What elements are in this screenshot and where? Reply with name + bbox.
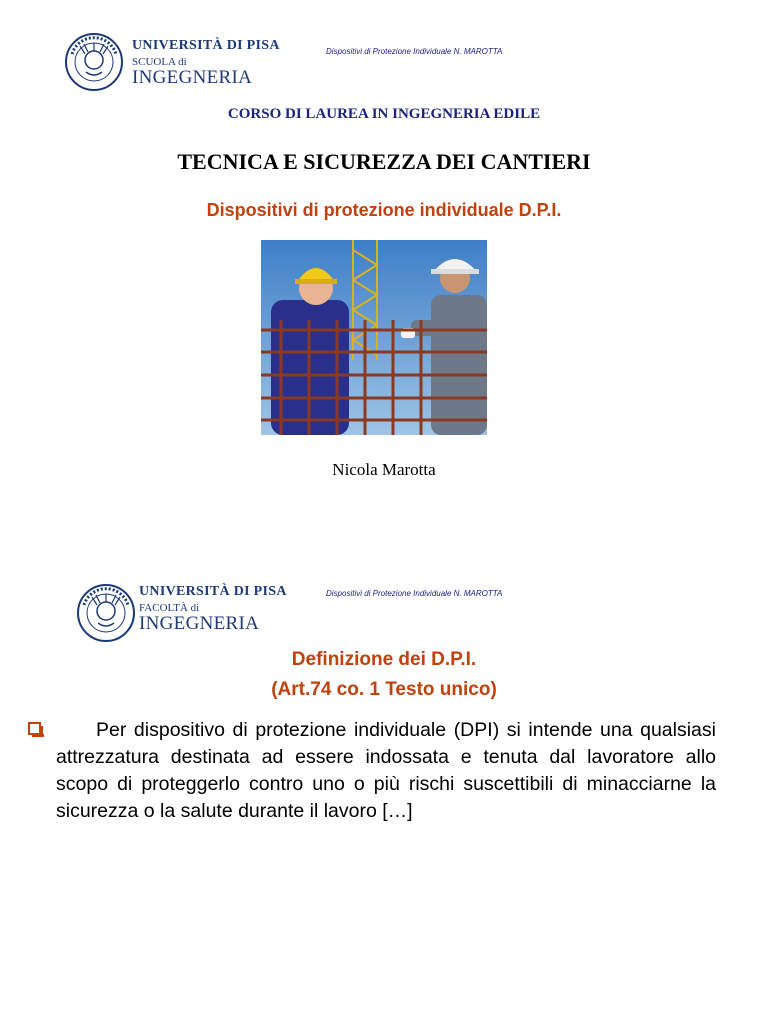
definition-slide: [0, 512, 768, 1024]
header-course-author: Dispositivi di Protezione Individuale N. MAROTTA: [326, 47, 503, 56]
definition-body: Per dispositivo di protezione individuale (DPI) si intende una qualsiasi attrezzatura destinata ad essere indossata e tenuta dal lavoratore allo scopo di proteggerlo contro uno o più rischi suscettibili di minacciarne la sicurezza o la salute durante il lavoro […]: [56, 719, 716, 822]
university-name: UNIVERSITÀ DI PISA: [132, 38, 280, 53]
university-name: UNIVERSITÀ DI PISA: [139, 584, 287, 599]
page-subtitle: Dispositivi di protezione individuale D.P.I.: [206, 200, 562, 220]
page-title: TECNICA E SICUREZZA DEI CANTIERI: [177, 149, 591, 174]
university-logo-text: [132, 38, 280, 89]
university-faculty-label: FACOLTÀ di: [139, 602, 200, 614]
workers-photo: [261, 240, 487, 435]
university-faculty: INGEGNERIA: [139, 613, 260, 634]
university-faculty: INGEGNERIA: [132, 67, 253, 88]
definition-reference: (Art.74 co. 1 Testo unico): [271, 679, 497, 700]
header-course-author: Dispositivi di Protezione Individuale N. MAROTTA: [326, 589, 503, 598]
university-seal-icon: [64, 32, 124, 92]
bullet-box-icon: [28, 722, 41, 735]
university-seal-icon: [76, 583, 136, 643]
university-logo-text: [139, 584, 287, 635]
definition-title: Definizione dei D.P.I.: [291, 649, 477, 670]
course-name: CORSO DI LAUREA IN INGEGNERIA EDILE: [227, 106, 541, 122]
university-school: SCUOLA di: [132, 56, 187, 68]
author-name: Nicola Marotta: [332, 460, 436, 479]
